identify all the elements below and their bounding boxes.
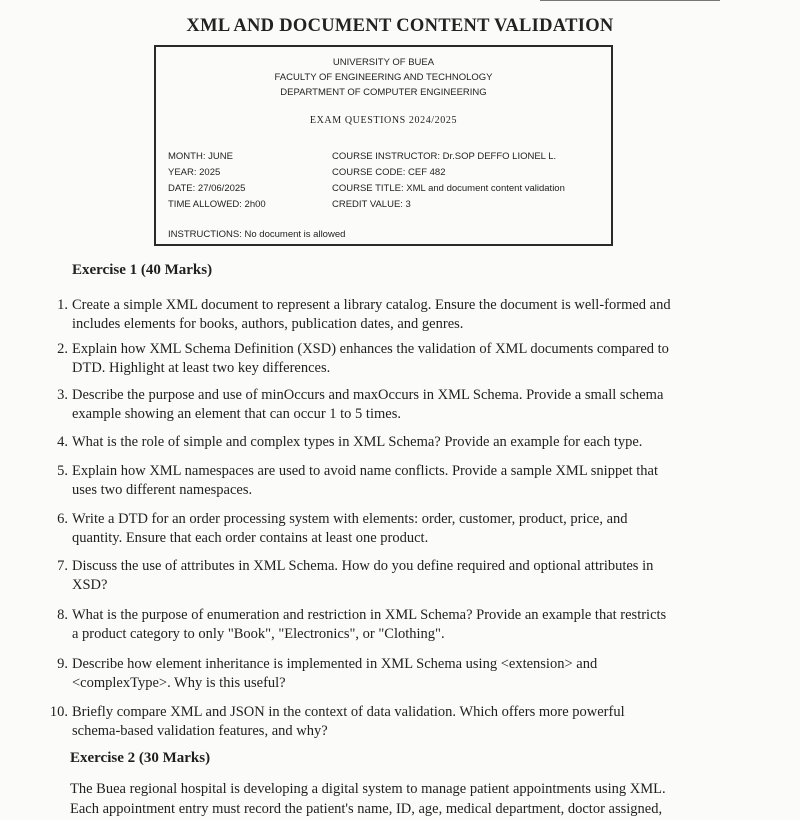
question-text-line-2: a product category to only "Book", "Electronics", or "Clothing". — [72, 626, 445, 642]
question-text-line-2: DTD. Highlight at least two key differences. — [72, 360, 331, 376]
question-text-line-1: What is the purpose of enumeration and restriction in XML Schema? Provide an example that restricts — [72, 607, 667, 623]
question-text-line-2: quantity. Ensure that each order contains at least one product. — [72, 530, 429, 546]
question-text-line-1: Briefly compare XML and JSON in the context of data validation. Which offers more powerful — [72, 704, 625, 720]
faculty-name: FACULTY OF ENGINEERING AND TECHNOLOGY — [274, 72, 493, 83]
exercise-2-line-2: Each appointment entry must record the patient's name, ID, age, medical department, doctor assigned, — [70, 801, 663, 817]
credit-value: CREDIT VALUE: 3 — [332, 199, 411, 210]
exercise-2-text — [70, 779, 730, 819]
question-text-line-2: <complexType>. Why is this useful? — [72, 675, 286, 691]
exam-date: DATE: 27/06/2025 — [168, 183, 246, 194]
time-allowed: TIME ALLOWED: 2h00 — [168, 199, 266, 210]
question-text-line-1: Explain how XML Schema Definition (XSD) enhances the validation of XML documents compared to — [72, 341, 669, 357]
question-text-line-1: Explain how XML namespaces are used to avoid name conflicts. Provide a sample XML snippet that — [72, 463, 659, 479]
question-text-line-1: Discuss the use of attributes in XML Schema. How do you define required and optional attributes in — [72, 558, 654, 574]
question-number: 3. — [57, 387, 68, 403]
question-number: 10. — [49, 704, 68, 720]
exam-instructions: INSTRUCTIONS: No document is allowed — [168, 229, 346, 240]
exam-meta-left — [168, 149, 266, 213]
question-text-line-2: schema-based validation features, and why? — [72, 723, 328, 739]
question-number: 6. — [57, 511, 68, 527]
exam-year: YEAR: 2025 — [168, 167, 221, 178]
document-title: XML AND DOCUMENT CONTENT VALIDATION — [186, 16, 614, 36]
department-name: DEPARTMENT OF COMPUTER ENGINEERING — [280, 87, 487, 98]
question-text-line-1: Create a simple XML document to represent a library catalog. Ensure the document is well-formed and — [72, 297, 671, 313]
top-rule — [540, 0, 720, 1]
question-text-line-1: What is the role of simple and complex types in XML Schema? Provide an example for each type. — [72, 434, 643, 450]
question-text-line-2: includes elements for books, authors, publication dates, and genres. — [72, 316, 464, 332]
exam-meta-right — [332, 149, 565, 213]
question-number: 2. — [57, 341, 68, 357]
question-number: 1. — [57, 297, 68, 313]
exam-header-box — [154, 45, 613, 246]
exam-label: EXAM QUESTIONS 2024/2025 — [309, 115, 458, 126]
course-instructor: COURSE INSTRUCTOR: Dr.SOP DEFFO LIONEL L. — [332, 151, 557, 162]
exercise-2-heading: Exercise 2 (30 Marks) — [70, 750, 211, 766]
course-title: COURSE TITLE: XML and document content validation — [332, 183, 565, 194]
exam-month: MONTH: JUNE — [168, 151, 233, 162]
question-text-line-2: example showing an element that can occur 1 to 5 times. — [72, 406, 401, 422]
course-code: COURSE CODE: CEF 482 — [332, 167, 446, 178]
exercise-2-line-1: The Buea regional hospital is developing a digital system to manage patient appointments using XML. — [70, 781, 666, 797]
question-text-line-2: uses two different namespaces. — [72, 482, 253, 498]
question-number: 5. — [57, 463, 68, 479]
question-number: 4. — [57, 434, 68, 450]
exercise-1-heading: Exercise 1 (40 Marks) — [72, 262, 213, 278]
question-number: 8. — [57, 607, 68, 623]
university-name: UNIVERSITY OF BUEA — [332, 57, 435, 68]
question-text-line-1: Write a DTD for an order processing system with elements: order, customer, product, price, and — [72, 511, 628, 527]
question-number: 7. — [57, 558, 68, 574]
question-number: 9. — [57, 656, 68, 672]
question-text-line-1: Describe how element inheritance is implemented in XML Schema using <extension> and — [72, 656, 598, 672]
question-text-line-2: XSD? — [72, 577, 108, 593]
question-text-line-1: Describe the purpose and use of minOccurs and maxOccurs in XML Schema. Provide a small schema — [72, 387, 664, 403]
